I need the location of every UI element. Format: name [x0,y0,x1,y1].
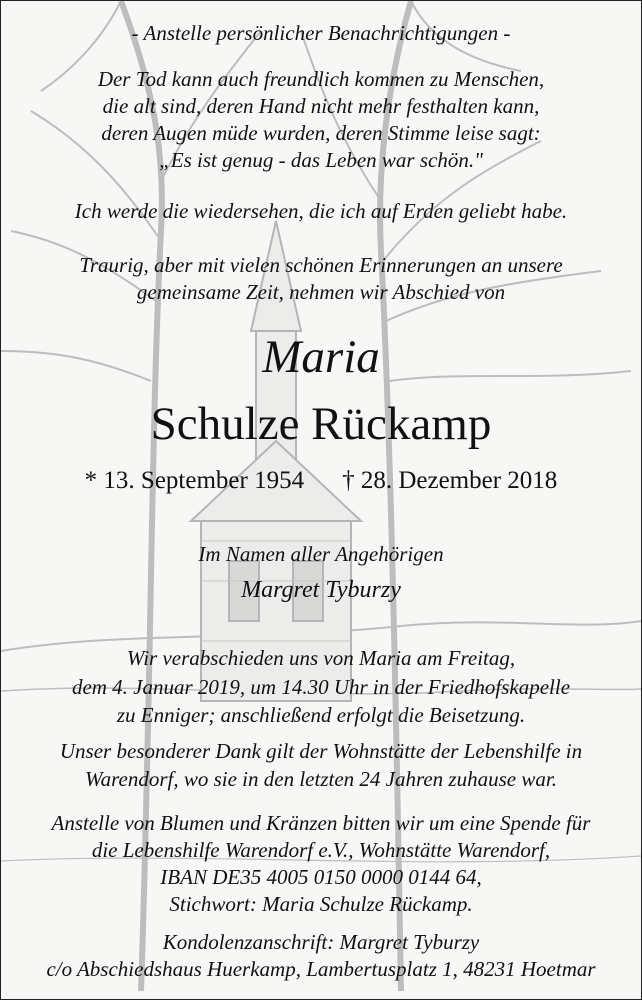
donation-line: Stichwort: Maria Schulze Rückamp. [169,892,473,916]
ceremony-line: zu Enniger; anschließend erfolgt die Beisetzung. [116,703,526,727]
signer-name: Margret Tyburzy [241,577,401,603]
intro-line: - Anstelle persönlicher Benachrichtigungen - [131,21,511,45]
deceased-last-name: Schulze Rückamp [150,398,492,450]
ceremony-line: Wir verabschieden uns von Maria am Freitag, [126,646,516,670]
donation-line: Anstelle von Blumen und Kränzen bitten wir um eine Spende für [51,811,591,835]
ceremony-line: dem 4. Januar 2019, um 14.30 Uhr in der Friedhofskapelle [71,675,571,699]
poem-line: „Es ist genug - das Leben war schön." [159,148,483,172]
quote-line: Ich werde die wiedersehen, die ich auf Erden geliebt habe. [74,199,568,223]
life-dates [1,466,641,496]
poem-line: deren Augen müde wurden, deren Stimme leise sagt: [101,121,541,145]
poem-line: Der Tod kann auch freundlich kommen zu Menschen, [97,67,545,91]
thanks-line: Unser besonderer Dank gilt der Wohnstätte der Lebenshilfe in [59,739,583,763]
deceased-first-name: Maria [262,331,380,383]
thanks-line: Warendorf, wo sie in den letzten 24 Jahren zuhause war. [85,767,557,791]
farewell-line: gemeinsame Zeit, nehmen wir Abschied von [136,280,506,304]
donation-line: IBAN DE35 4005 0150 0000 0144 64, [160,865,482,889]
death-date: † 28. Dezember 2018 [342,467,558,494]
condolence-address: c/o Abschiedshaus Huerkamp, Lambertusplatz 1, 48231 Hoetmar [46,957,596,981]
donation-line: die Lebenshilfe Warendorf e.V., Wohnstätte Warendorf, [91,838,551,862]
farewell-line: Traurig, aber mit vielen schönen Erinnerungen an unsere [79,253,563,277]
family-line: Im Namen aller Angehörigen [198,542,444,566]
birth-date: * 13. September 1954 [84,467,305,494]
condolence-line: Kondolenzanschrift: Margret Tyburzy [162,930,480,954]
poem-line: die alt sind, deren Hand nicht mehr festhalten kann, [102,94,540,118]
